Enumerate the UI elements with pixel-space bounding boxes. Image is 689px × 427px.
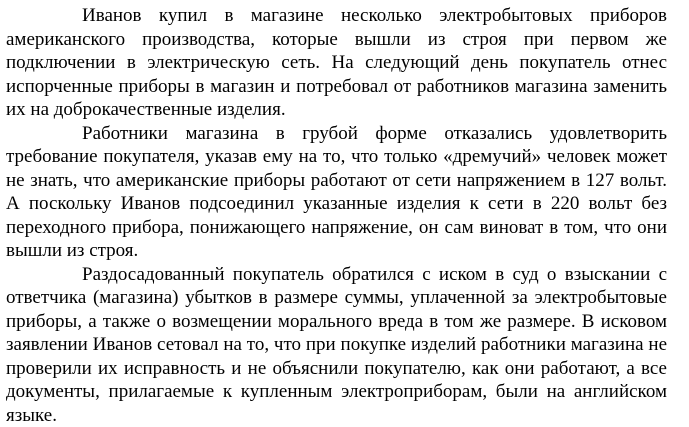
paragraph-3: Раздосадованный покупатель обратился с иском в суд о взыскании с ответчика (магазина) убытков в размере суммы, уплаченной за электробытовые приборы, а также о возмещении морального вреда в том же размере. В исковом заявлении Иванов сетовал на то, что при покупке изделий работники магазина не проверили их исправность и не объяснили покупателю, как они работают, а все документы, прилагаемые к купленным электроприборам, были на английском языке.	[6, 263, 667, 427]
paragraph-1: Иванов купил в магазине несколько электробытовых приборов американского производства, которые вышли из строя при первом же подключении в электрическую сеть. На следующий день покупатель отнес испорченные приборы в магазин и потребовал от работников магазина заменить их на доброкачественные изделия.	[6, 4, 667, 122]
paragraph-2: Работники магазина в грубой форме отказались удовлетворить требование покупателя, указав ему на то, что только «дремучий» человек может не знать, что американские приборы работают от сети напряжением в 127 вольт. А поскольку Иванов подсоединил указанные изделия к сети в 220 вольт без переходного прибора, понижающего напряжение, он сам виноват в том, что они вышли из строя.	[6, 122, 667, 263]
